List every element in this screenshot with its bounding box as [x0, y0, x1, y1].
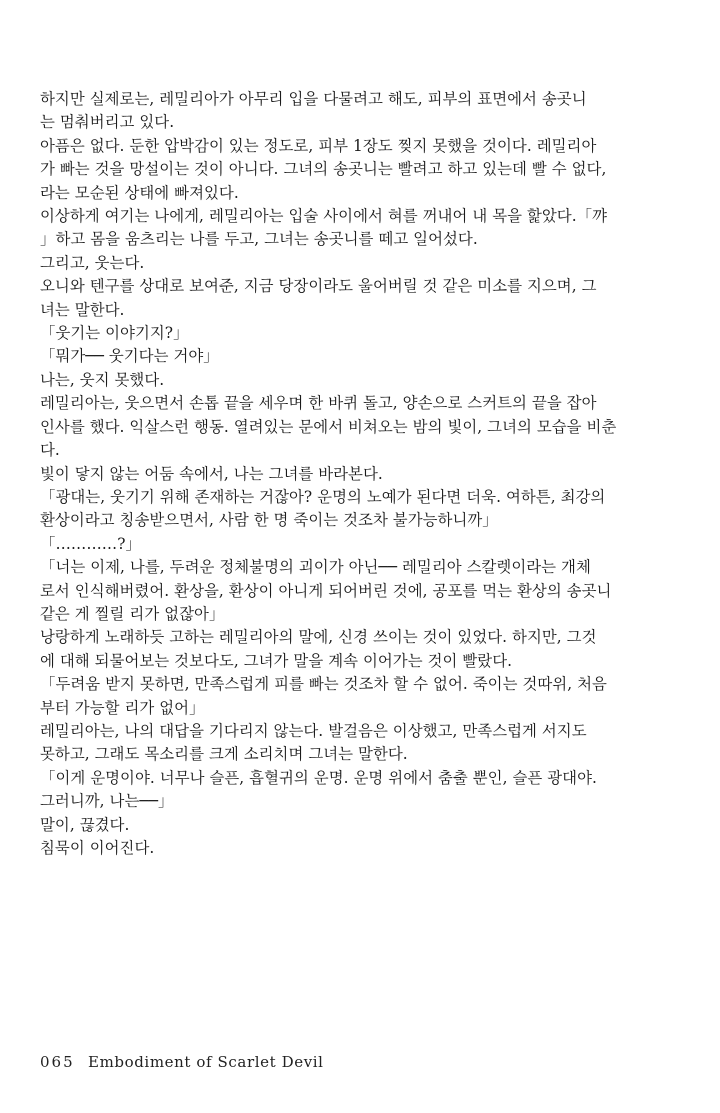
text-line: 「광대는, 웃기기 위해 존재하는 거잖아? 운명의 노예가 된다면 더욱. 여하튼, 최강의: [40, 487, 606, 506]
text-line: 하지만 실제로는, 레밀리아가 아무리 입을 다물려고 해도, 피부의 표면에서 송곳니: [40, 90, 587, 108]
text-line: 다.: [40, 441, 60, 460]
text-line: 나는, 웃지 못했다.: [40, 370, 165, 389]
text-line: 」하고 몸을 움츠리는 나를 두고, 그녀는 송곳니를 떼고 일어섰다.: [40, 230, 478, 249]
page-footer: [40, 1053, 324, 1071]
text-line: 침묵이 이어진다.: [40, 839, 155, 857]
text-line: 같은 게 찔릴 리가 없잖아」: [40, 604, 225, 623]
text-line: 그러니까, 나는──」: [40, 792, 174, 811]
text-line: 녀는 말한다.: [40, 300, 125, 319]
text-line: 아픔은 없다. 둔한 압박감이 있는 정도로, 피부 1장도 찢지 못했을 것이다. 레밀리아: [40, 136, 597, 155]
text-line: 말이, 끊겼다.: [40, 815, 130, 834]
text-line: 못하고, 그래도 목소리를 크게 소리치며 그녀는 말한다.: [40, 745, 408, 764]
text-line: 빛이 닿지 않는 어둠 속에서, 나는 그녀를 바라본다.: [40, 464, 383, 483]
text-line: 부터 가능할 리가 없어」: [40, 698, 205, 717]
text-line: 「…………?」: [40, 534, 141, 553]
text-line: 는 멈춰버리고 있다.: [40, 113, 175, 132]
text-line: 그리고, 웃는다.: [40, 253, 145, 272]
text-line: 「웃기는 이야기지?」: [40, 324, 189, 343]
text-line: 「뭐가── 웃기다는 거야」: [40, 347, 219, 366]
text-line: 로서 인식해버렸어. 환상을, 환상이 아니게 되어버린 것에, 공포를 먹는 환상의 송곳니: [40, 581, 612, 600]
text-line: 오니와 텐구를 상대로 보여준, 지금 당장이라도 울어버릴 것 같은 미소를 지으며, 그: [40, 277, 597, 296]
page-number: 065: [40, 1053, 75, 1071]
body-text: [40, 88, 692, 860]
text-line: 「두려움 받지 못하면, 만족스럽게 피를 빠는 것조차 할 수 없어. 죽이는 것따위, 처음: [40, 675, 607, 694]
text-line: 에 대해 되물어보는 것보다도, 그녀가 말을 계속 이어가는 것이 빨랐다.: [40, 651, 513, 670]
text-line: 「너는 이제, 나를, 두려운 정체불명의 괴이가 아닌── 레밀리아 스칼렛이라는 개체: [40, 558, 591, 577]
book-title: Embodiment of Scarlet Devil: [88, 1053, 324, 1071]
text-line: 레밀리아는, 웃으면서 손톱 끝을 세우며 한 바퀴 돌고, 양손으로 스커트의 끝을 잡아: [40, 394, 597, 413]
text-line: 낭랑하게 노래하듯 고하는 레밀리아의 말에, 신경 쓰이는 것이 있었다. 하지만, 그것: [40, 628, 597, 647]
text-line: 가 빠는 것을 망설이는 것이 아니다. 그녀의 송곳니는 빨려고 하고 있는데 빨 수 없다,: [40, 160, 607, 179]
text-line: 「이게 운명이야. 너무나 슬픈, 흡혈귀의 운명. 운명 위에서 춤출 뿐인, 슬픈 광대야.: [40, 768, 597, 787]
text-line: 환상이라고 칭송받으면서, 사람 한 명 죽이는 것조차 불가능하니까」: [40, 511, 498, 530]
text-line: 라는 모순된 상태에 빠져있다.: [40, 183, 239, 202]
text-line: 이상하게 여기는 나에게, 레밀리아는 입술 사이에서 혀를 꺼내어 내 목을 핥았다.「꺄: [40, 207, 608, 226]
text-line: 인사를 했다. 익살스런 행동. 열려있는 문에서 비쳐오는 밤의 빛이, 그녀의 모습을 비춘: [40, 417, 617, 436]
text-line: 레밀리아는, 나의 대답을 기다리지 않는다. 발걸음은 이상했고, 만족스럽게 서지도: [40, 721, 587, 740]
